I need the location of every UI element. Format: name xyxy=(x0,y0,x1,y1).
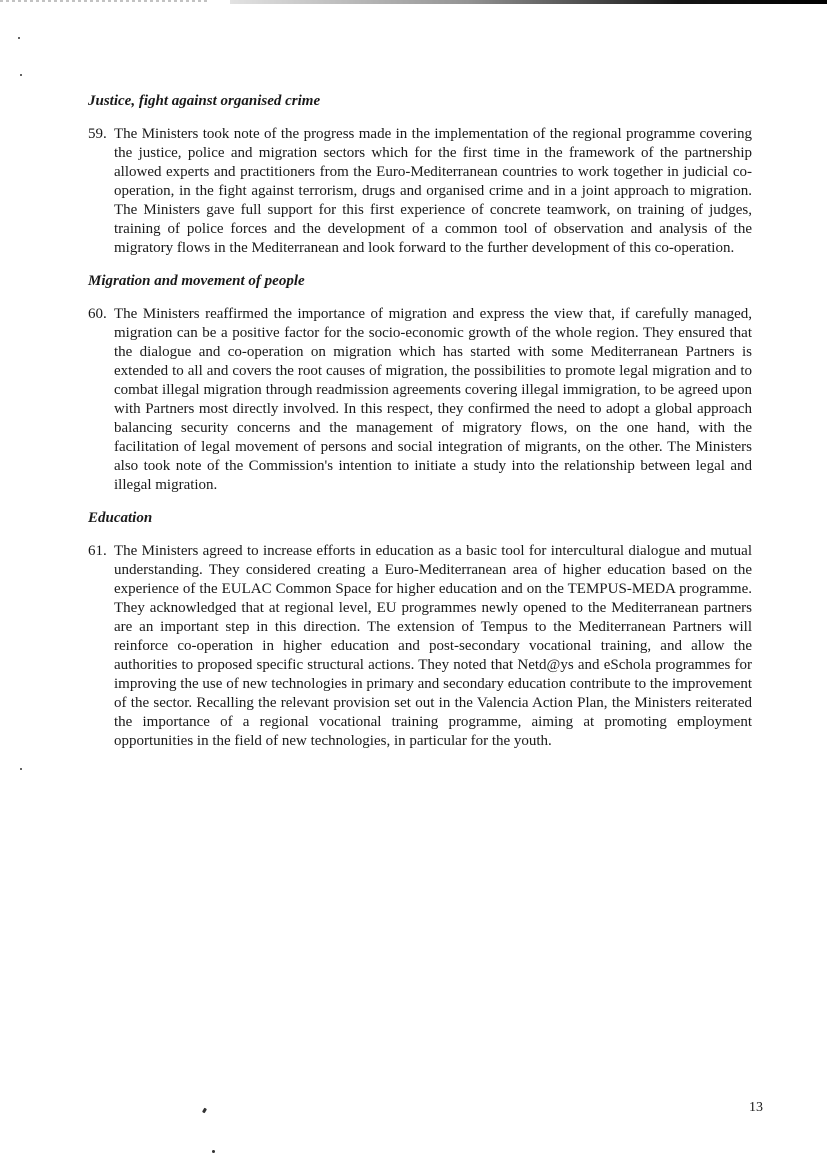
scan-speck xyxy=(202,1108,207,1114)
scan-artifact-left xyxy=(0,0,210,2)
paragraph-61 xyxy=(88,542,752,751)
paragraph-text: The Ministers agreed to increase efforts in education as a basic tool for intercultural dialogue and mutual understanding. They considered creating a Euro-Mediterranean area of higher education based on the experience of the EULAC Common Space for higher education and on the TEMPUS-MEDA programme. They acknowledged that at regional level, EU programmes newly opened to the Mediterranean partners are an important step in this direction. The extension of Tempus to the Mediterranean Partners will reinforce co-operation in higher education and post-secondary vocational training, and allow the authorities to proposed specific structural actions. They noted that Netd@ys and eSchola programmes for improving the use of new technologies in primary and secondary education contribute to the improvement of the sector. Recalling the relevant provision set out in the Valencia Action Plan, the Ministers reiterated the importance of a regional vocational training programme, aiming at promoting employment opportunities in the field of new technologies, in particular for the youth. xyxy=(114,543,752,749)
paragraph-number: 59. xyxy=(88,126,107,142)
paragraph-number: 61. xyxy=(88,543,107,559)
paragraph-text: The Ministers took note of the progress made in the implementation of the regional programme covering the justice, police and migration sectors which for the first time in the framework of the partnership allowed experts and practitioners from the Euro-Mediterranean countries to work together in judicial co-operation, in the fight against terrorism, drugs and organised crime and in a joint approach to migration. The Ministers gave full support for this first experience of concrete teamwork, on training of judges, training of police forces and the development of a common tool of observation and analysis of the migratory flows in the Mediterranean and look forward to the further development of this co-operation. xyxy=(114,126,752,256)
paragraph-59 xyxy=(88,125,752,258)
scan-speck xyxy=(18,37,20,39)
scan-speck xyxy=(20,768,22,770)
section-heading: Justice, fight against organised crime xyxy=(88,93,321,109)
section-heading: Migration and movement of people xyxy=(88,273,305,289)
scan-speck xyxy=(20,74,22,76)
section-migration xyxy=(88,272,752,495)
paragraph-text: The Ministers reaffirmed the importance of migration and express the view that, if carefully managed, migration can be a positive factor for the socio-economic growth of the whole region. They ensured that the dialogue and co-operation on migration which has started with some Mediterranean Partners is extended to all and covers the root causes of migration, the possibilities to promote legal migration and to combat illegal migration through readmission agreements covering illegal immigration, to be agreed upon with Partners most directly involved. In this respect, they confirmed the need to adopt a global approach balancing security concerns and the management of migratory flows, on the one hand, with the facilitation of legal movement of persons and social integration of migrants, on the other. The Ministers also took note of the Commission's intention to initiate a study into the relationship between legal and illegal migration. xyxy=(114,306,752,493)
section-education xyxy=(88,509,752,751)
page-number: 13 xyxy=(749,1100,763,1115)
scan-speck xyxy=(212,1150,215,1153)
scan-artifact-top xyxy=(230,0,827,4)
paragraph-number: 60. xyxy=(88,306,107,322)
document-body xyxy=(88,92,752,765)
section-heading: Education xyxy=(88,510,153,526)
section-justice xyxy=(88,92,752,258)
paragraph-60 xyxy=(88,305,752,495)
